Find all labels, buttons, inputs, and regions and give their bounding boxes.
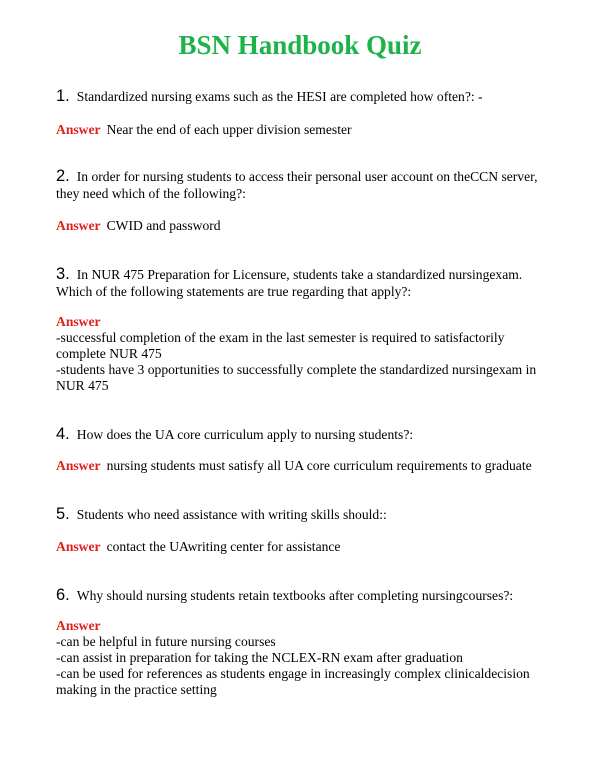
answer-6: [56, 618, 556, 698]
answer-text: -can be used for references as students engage in increasingly complex clinicaldecision making in the practice setting: [56, 666, 530, 697]
answer-label: Answer: [56, 314, 101, 329]
answer-label: Answer: [56, 458, 101, 473]
question-number: 3.: [56, 265, 70, 283]
answer-text: CWID and password: [106, 218, 221, 233]
answer-label: Answer: [56, 218, 101, 233]
answer-5: [56, 539, 556, 555]
question-number: 2.: [56, 167, 70, 185]
answer-2: [56, 218, 556, 234]
question-number: 6.: [56, 586, 70, 604]
answer-text: nursing students must satisfy all UA core curriculum requirements to graduate: [106, 458, 532, 473]
answer-text: Near the end of each upper division semester: [106, 122, 352, 137]
answer-text: -can assist in preparation for taking the NCLEX-RN exam after graduation: [56, 650, 463, 665]
question-text: In NUR 475 Preparation for Licensure, students take a standardized nursingexam. Which of the following statements are true regarding that apply?:: [56, 267, 523, 299]
answer-1: [56, 122, 556, 138]
answer-4: [56, 458, 556, 474]
question-number: 5.: [56, 505, 70, 523]
question-3: [56, 266, 556, 300]
answer-text: contact the UAwriting center for assistance: [106, 539, 341, 554]
question-text: How does the UA core curriculum apply to nursing students?:: [76, 427, 414, 442]
question-6: [56, 587, 556, 604]
question-text: Students who need assistance with writing skills should::: [76, 507, 387, 522]
question-number: 4.: [56, 425, 70, 443]
answer-label: Answer: [56, 539, 101, 554]
page-title: BSN Handbook Quiz: [178, 30, 422, 60]
question-2: [56, 168, 556, 202]
question-text: Standardized nursing exams such as the HESI are completed how often?: -: [76, 89, 483, 104]
question-1: [56, 88, 556, 105]
answer-label: Answer: [56, 618, 101, 633]
answer-text: -successful completion of the exam in the last semester is required to satisfactorily complete NUR 475: [56, 330, 505, 361]
answer-3: [56, 314, 556, 394]
question-5: [56, 506, 556, 523]
answer-text: -students have 3 opportunities to successfully complete the standardized nursingexam in NUR 475: [56, 362, 537, 393]
question-4: [56, 426, 556, 443]
answer-label: Answer: [56, 122, 101, 137]
answer-text: -can be helpful in future nursing courses: [56, 634, 276, 649]
question-number: 1.: [56, 87, 70, 105]
question-text: In order for nursing students to access their personal user account on theCCN server, they need which of the following?:: [56, 169, 538, 201]
question-text: Why should nursing students retain textbooks after completing nursingcourses?:: [76, 588, 514, 603]
